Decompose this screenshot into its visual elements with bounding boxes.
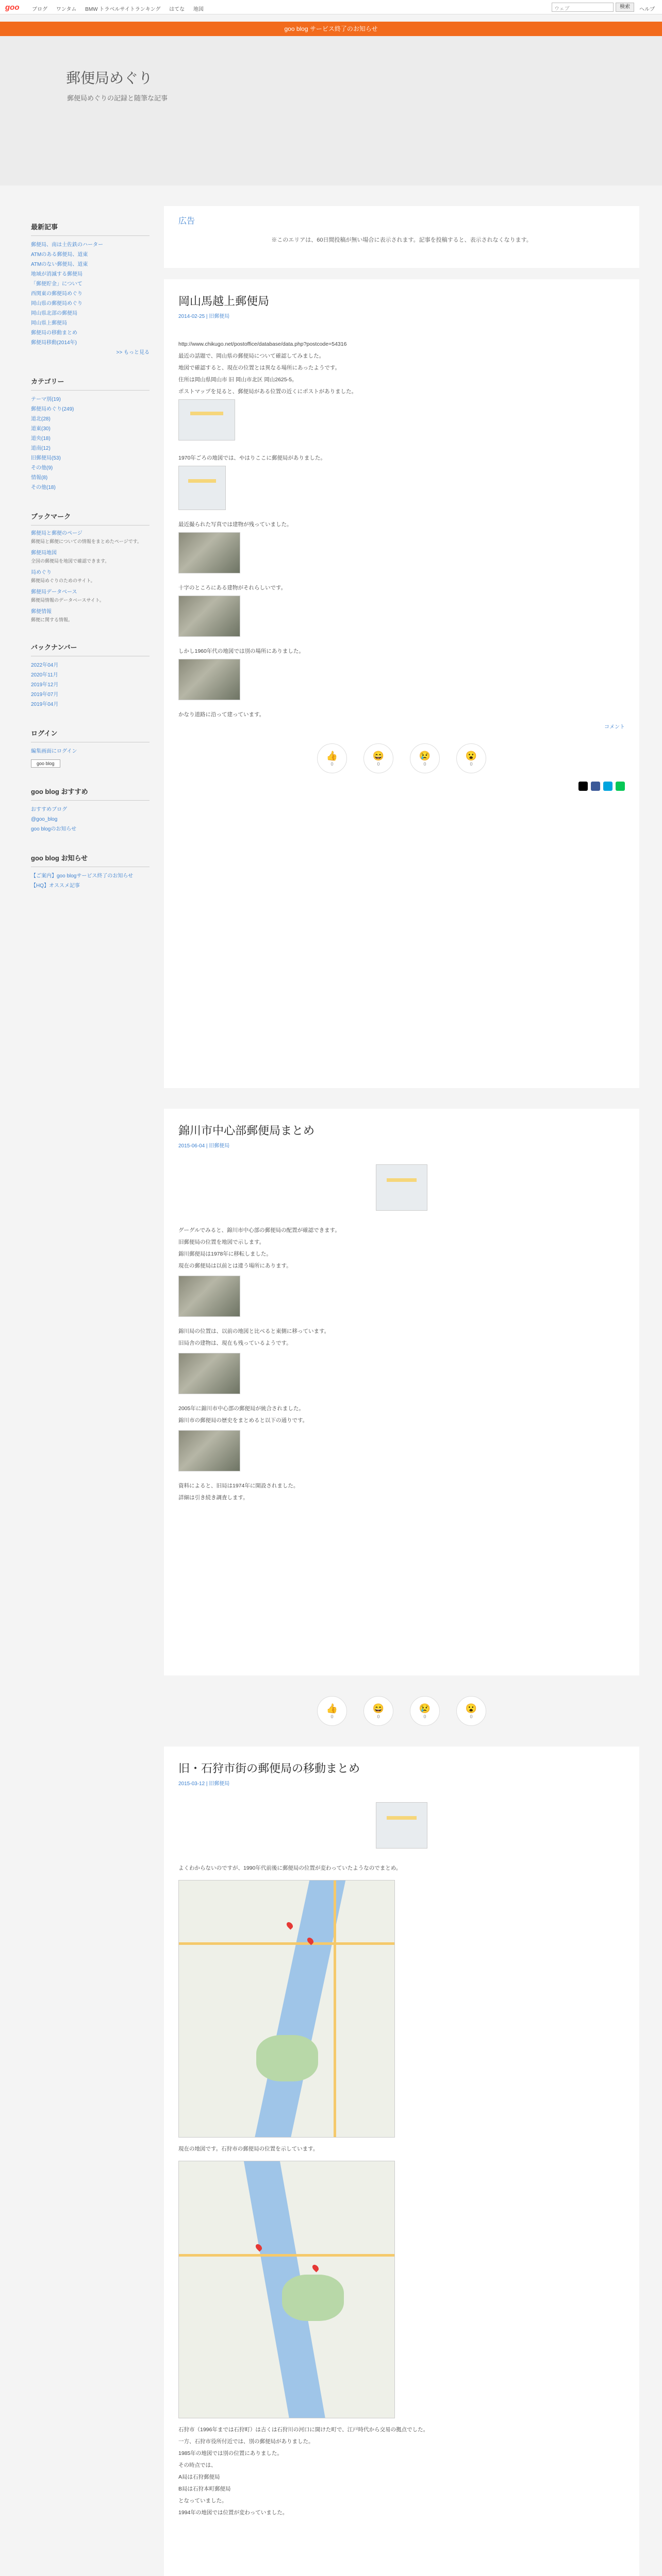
category-heading: カテゴリー <box>31 376 150 391</box>
bookmark-item <box>31 569 150 584</box>
post-paragraph[interactable]: http://www.chikugo.net/postoffice/database/data.php?postcode=54316 <box>178 341 347 347</box>
bookmark-item <box>31 588 150 604</box>
post-paragraph: 最近撮られた写真では建物が残っていました。 <box>178 521 292 528</box>
recommend-heading: goo blog おすすめ <box>31 786 150 801</box>
post-card <box>164 279 639 1088</box>
map-thumbnail[interactable] <box>178 399 235 440</box>
reaction-button[interactable] <box>317 1696 347 1726</box>
road-shape <box>334 1880 336 2138</box>
backnumber-item[interactable]: 2019年07月 <box>31 692 59 698</box>
recent-item[interactable]: 岡山県北部の郵便局 <box>31 311 77 316</box>
post-office-pin[interactable] <box>286 1921 294 1930</box>
bookmark-title[interactable]: 郵便局地図 <box>31 550 57 556</box>
reaction-count: 0 <box>330 761 334 767</box>
photo-thumbnail[interactable] <box>178 596 240 637</box>
recent-item[interactable]: 西関東の郵便局めぐり <box>31 291 82 297</box>
reaction-row <box>164 1696 639 1726</box>
category-item[interactable]: その他(18) <box>31 485 56 490</box>
reaction-count: 0 <box>423 761 426 767</box>
blog-header <box>0 36 662 185</box>
post-paragraph: 現在の郵便局は以前とは違う場所にあります。 <box>178 1263 292 1269</box>
reaction-count: 0 <box>423 1714 426 1719</box>
reaction-count: 0 <box>330 1714 334 1719</box>
reaction-button[interactable] <box>317 743 347 773</box>
reaction-emoji: 😢 <box>419 750 431 761</box>
photo-thumbnail[interactable] <box>178 1276 240 1317</box>
goo-blog-badge[interactable]: goo blog <box>31 759 60 768</box>
recent-item[interactable]: 郵便局の移動まとめ <box>31 330 77 336</box>
post-title[interactable]: 岡山馬越上郵便局 <box>178 295 270 308</box>
reaction-count: 0 <box>377 761 380 767</box>
category-item[interactable]: その他(9) <box>31 465 53 471</box>
post-paragraph: 住所は岡山県岡山市 旧 岡山市北区 岡山2625-5。 <box>178 377 297 383</box>
post-paragraph: 一方、石狩市役所付近では、別の郵便局がありました。 <box>178 2438 314 2445</box>
bookmark-desc: 全国の郵便局を地図で確認できます。 <box>31 558 110 564</box>
ad-text: ※このエリアは、60日間投稿が無い場合に表示されます。記事を投稿すると、表示されなくなります。 <box>271 237 532 243</box>
top-link[interactable]: ブログ <box>32 7 47 12</box>
post-paragraph: 地図で確認すると、現在の位置とは異なる場所にあったようです。 <box>178 365 341 371</box>
share-row <box>178 782 625 791</box>
post-paragraph: 錦川市の郵便局の歴史をまとめると以下の通りです。 <box>178 1417 308 1423</box>
post-paragraph: 十字のところにある建物がそれらしいです。 <box>178 585 287 591</box>
notice-item[interactable]: 【HQ】オススメ記事 <box>31 883 80 889</box>
post-body <box>178 2426 625 2517</box>
recent-item[interactable]: 「郵便貯金」について <box>31 281 82 287</box>
reaction-count: 0 <box>470 1714 473 1719</box>
top-link[interactable]: はてな <box>169 7 185 12</box>
post-paragraph: 石狩市（1996年までは石狩町）は古くは石狩川の河口に開けた町で、江戸時代から交易の拠点でした。 <box>178 2427 429 2433</box>
recent-item[interactable]: 郵便局、南は土佐鉄のハーター <box>31 242 103 248</box>
photo-thumbnail[interactable] <box>178 1430 240 1471</box>
post-intro: よくわからないのですが、1990年代前後に郵便局の位置が変わっていたようなのでまとめ。 <box>178 1865 402 1871</box>
category-item[interactable]: 道南(12) <box>31 446 51 451</box>
category-item[interactable]: テーマ別(19) <box>31 397 61 402</box>
post-title[interactable]: 錦川市中心部郵便局まとめ <box>178 1124 315 1137</box>
backnumber-item[interactable]: 2019年12月 <box>31 682 59 688</box>
post-paragraph: 旧郵便局の位置を地図で示します。 <box>178 1239 265 1245</box>
reaction-button[interactable] <box>456 743 486 773</box>
bookmark-desc: 郵便局情報のデータベースサイト。 <box>31 598 104 603</box>
reaction-emoji: 👍 <box>326 750 338 761</box>
bookmark-title[interactable]: 郵便情報 <box>31 609 52 615</box>
post-paragraph: 資料によると、旧局は1974年に開設されました。 <box>178 1483 299 1489</box>
notice-heading: goo blog お知らせ <box>31 853 150 867</box>
map-caption: 現在の地図です。石狩市の郵便局の位置を示しています。 <box>178 2146 319 2152</box>
service-end-notice[interactable]: goo blog サービス終了のお知らせ <box>0 22 662 36</box>
recent-item[interactable]: 岡山県上郵便局 <box>31 320 67 326</box>
park-shape <box>256 2035 318 2081</box>
area-map[interactable] <box>178 1880 395 2138</box>
backnumber-heading: バックナンバー <box>31 642 150 656</box>
recent-posts-section <box>31 222 150 358</box>
post-meta[interactable]: 2015-06-04 | 旧郵便局 <box>178 1143 230 1149</box>
sidebar <box>31 222 150 909</box>
comment-link[interactable]: コメント <box>604 724 625 730</box>
map-thumbnail[interactable] <box>376 1164 427 1211</box>
recent-item[interactable]: 岡山県の郵便局めぐり <box>31 301 82 307</box>
bookmark-section <box>31 511 150 623</box>
facebook-share-icon[interactable] <box>591 782 600 791</box>
backnumber-item[interactable]: 2020年11月 <box>31 672 58 678</box>
post-paragraph: 詳細は引き続き調査します。 <box>178 1495 249 1501</box>
post-title[interactable]: 旧・石狩市街の郵便局の移動まとめ <box>178 1762 360 1775</box>
reaction-emoji: 😮 <box>465 750 477 761</box>
post-meta[interactable]: 2015-03-12 | 旧郵便局 <box>178 1781 230 1787</box>
category-item[interactable]: 道北(28) <box>31 416 51 422</box>
top-link[interactable]: BMW トラベルサイトランキング <box>85 7 161 12</box>
post-paragraph: 錦川局の位置は、以前の地図と比べると東側に移っています。 <box>178 1328 330 1334</box>
bookmark-item <box>31 549 150 565</box>
category-item[interactable]: 郵便局めぐり(249) <box>31 406 74 412</box>
login-heading: ログイン <box>31 728 150 742</box>
reaction-count: 0 <box>470 761 473 767</box>
post-paragraph: かなり道路に沿って建っています。 <box>178 711 265 718</box>
post-paragraph: 旧局舎の建物は、現在も残っているようです。 <box>178 1340 292 1346</box>
bookmark-desc: 郵便局めぐりのためのサイト。 <box>31 578 95 583</box>
recommend-item[interactable]: おすすめブログ <box>31 807 68 812</box>
reaction-emoji: 😄 <box>372 750 385 761</box>
reaction-emoji: 👍 <box>326 1703 338 1714</box>
bookmark-title[interactable]: 局めぐり <box>31 570 52 575</box>
post-paragraph: 最近の話題で、岡山県の郵便局について確認してみました。 <box>178 353 325 359</box>
reaction-button[interactable] <box>363 743 393 773</box>
reaction-count: 0 <box>377 1714 380 1719</box>
post-body <box>178 1226 625 1502</box>
search-input[interactable]: ウェブ <box>552 3 614 12</box>
post-paragraph: となっていました。 <box>178 2498 227 2504</box>
reaction-button[interactable] <box>363 1696 393 1726</box>
post-paragraph: A局は石狩郵便局 <box>178 2474 220 2480</box>
post-paragraph: しかし1960年代の地図では別の場所にありました。 <box>178 648 304 654</box>
park-shape <box>282 2275 344 2321</box>
post-paragraph: ポストマップを見ると、郵便局がある位置の近くにポストがありました。 <box>178 388 357 395</box>
post-office-pin[interactable] <box>311 2264 320 2273</box>
notice-section <box>31 853 150 891</box>
post-card <box>164 1109 639 1675</box>
backnumber-item[interactable]: 2019年04月 <box>31 702 59 707</box>
main-content <box>164 206 639 2576</box>
post-body <box>178 340 625 719</box>
area-map[interactable] <box>178 2161 395 2418</box>
recent-heading: 最新記事 <box>31 222 150 236</box>
goo-logo[interactable]: goo <box>5 3 20 12</box>
reaction-emoji: 😢 <box>419 1703 431 1714</box>
photo-thumbnail[interactable] <box>178 532 240 573</box>
post-paragraph: 1985年の地図では別の位置にありました。 <box>178 2450 283 2456</box>
category-item[interactable]: 道東(30) <box>31 426 51 432</box>
post-paragraph: その時点では、 <box>178 2462 217 2468</box>
recent-item[interactable]: ATMのある郵便局、道東 <box>31 252 88 258</box>
recommend-item[interactable]: @goo_blog <box>31 817 58 822</box>
category-item[interactable]: 旧郵便局(53) <box>31 455 61 461</box>
recent-more-link[interactable]: >> もっと見る <box>116 350 150 355</box>
backnumber-item[interactable]: 2022年04月 <box>31 663 59 668</box>
login-link[interactable]: 編集画面にログイン <box>31 749 77 754</box>
reaction-row <box>178 743 625 773</box>
post-paragraph: 1970年ごろの地図では、やはりここに郵便局がありました。 <box>178 455 326 461</box>
bookmark-desc: 郵便局と郵便についての情報をまとめたページです。 <box>31 539 142 544</box>
recommend-note[interactable]: goo blogのお知らせ <box>31 826 77 832</box>
bookmark-heading: ブックマーク <box>31 511 150 526</box>
top-link[interactable]: ワンタム <box>56 7 77 12</box>
river-shape <box>255 1880 345 2138</box>
bookmark-item <box>31 608 150 623</box>
notice-item[interactable]: 【ご案内】goo blogサービス終了のお知らせ <box>31 873 134 879</box>
x-share-icon[interactable] <box>578 782 588 791</box>
post-body <box>178 2145 625 2154</box>
top-navigation-bar <box>0 0 662 14</box>
bookmark-desc: 郵便に関する情報。 <box>31 617 73 622</box>
recent-item[interactable]: 地域が消滅する郵便局 <box>31 272 82 277</box>
recent-item[interactable]: 郵便局移動(2014年) <box>31 340 77 346</box>
map-thumbnail[interactable] <box>376 1802 427 1849</box>
backnumber-section <box>31 642 150 709</box>
reaction-emoji: 😮 <box>465 1703 477 1714</box>
photo-thumbnail[interactable] <box>178 1353 240 1394</box>
category-item[interactable]: 情報(8) <box>31 475 48 481</box>
reaction-button[interactable] <box>410 743 440 773</box>
help-link[interactable]: ヘルプ <box>639 7 655 12</box>
ad-card <box>164 206 639 268</box>
bookmark-title[interactable]: 郵便局と郵便のページ <box>31 531 82 536</box>
reaction-emoji: 😄 <box>372 1703 385 1714</box>
top-link[interactable]: 地図 <box>193 7 204 12</box>
road-shape <box>179 1942 395 1945</box>
road-shape <box>179 2254 395 2257</box>
ad-heading: 広告 <box>178 217 195 226</box>
search-button[interactable]: 検索 <box>616 3 634 12</box>
blog-title[interactable]: 郵便局めぐり <box>66 70 153 86</box>
login-section <box>31 728 150 768</box>
photo-thumbnail[interactable] <box>178 659 240 700</box>
map-thumbnail[interactable] <box>178 466 226 510</box>
recent-item[interactable]: ATMのない郵便局、道東 <box>31 262 88 267</box>
hatena-share-icon[interactable] <box>603 782 613 791</box>
post-paragraph: B局は石狩本町郵便局 <box>178 2486 231 2492</box>
category-section <box>31 376 150 493</box>
post-meta[interactable]: 2014-02-25 | 旧郵便局 <box>178 314 230 319</box>
reaction-button[interactable] <box>456 1696 486 1726</box>
post-paragraph: 2005年に錦川市中心部の郵便局が統合されました。 <box>178 1405 304 1412</box>
line-share-icon[interactable] <box>616 782 625 791</box>
bookmark-item <box>31 530 150 545</box>
post-paragraph: 1994年の地図では位置が変わっていました。 <box>178 2510 288 2516</box>
post-body <box>178 1864 625 1873</box>
post-card <box>164 1747 639 2576</box>
category-item[interactable]: 道央(18) <box>31 436 51 442</box>
reaction-button[interactable] <box>410 1696 440 1726</box>
post-paragraph: グーグルでみると、錦川市中心部の郵便局の配置が確認できます。 <box>178 1227 340 1233</box>
top-links <box>32 5 211 12</box>
blog-description: 郵便局めぐりの記録と随筆な記事 <box>67 94 168 102</box>
recommend-section <box>31 786 150 834</box>
post-paragraph: 錦川郵便局は1978年に移転しました。 <box>178 1251 272 1257</box>
bookmark-title[interactable]: 郵便局データベース <box>31 589 77 595</box>
